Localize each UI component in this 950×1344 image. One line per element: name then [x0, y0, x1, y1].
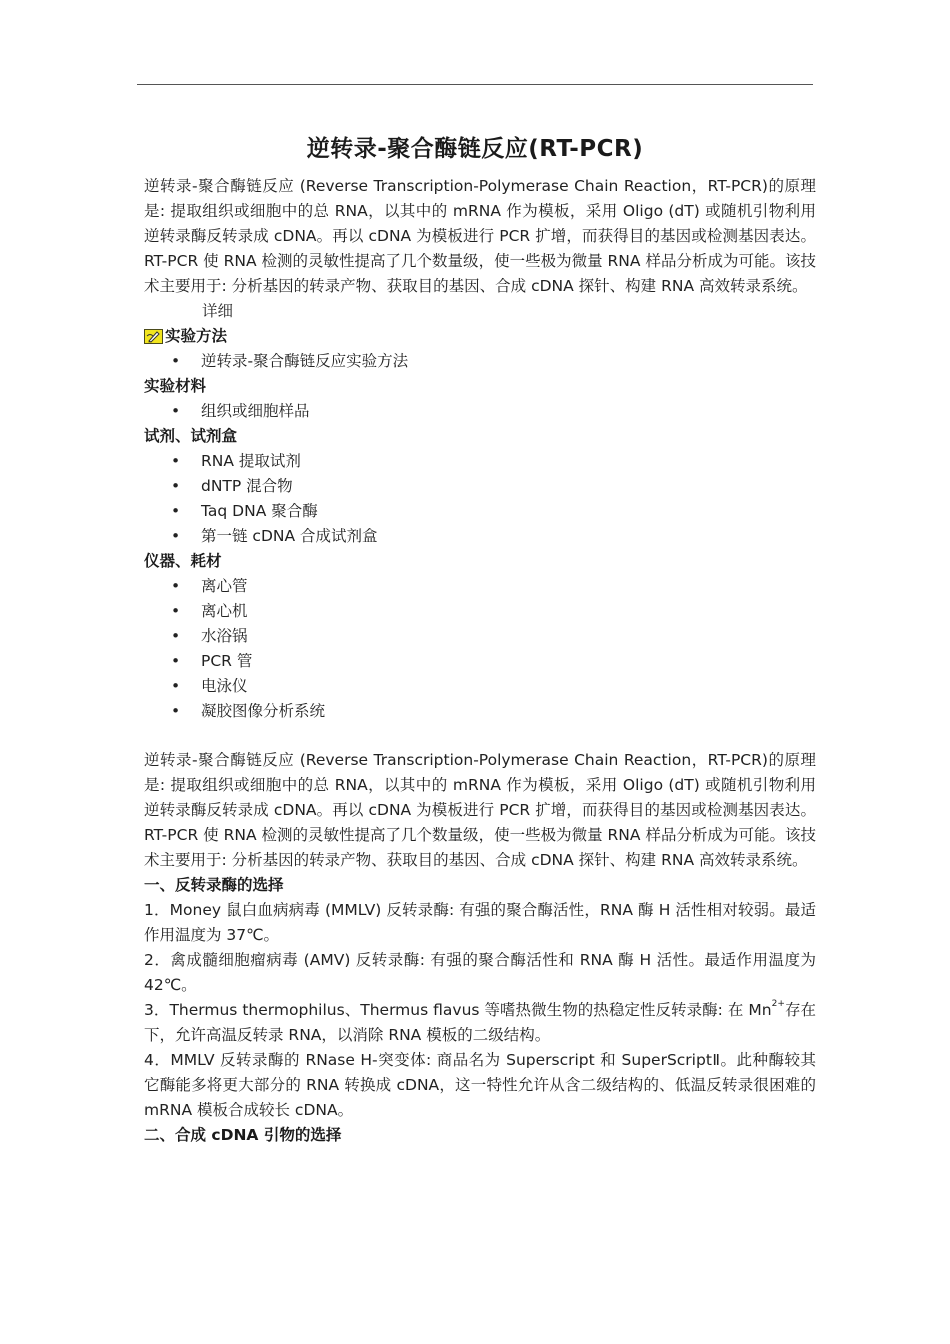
- instruments-heading: 仪器、耗材: [144, 552, 222, 570]
- method-item[interactable]: • 逆转录-聚合酶链反应实验方法: [144, 349, 816, 374]
- section1-paragraph-4: 4．MMLV 反转录酶的 RNase H-突变体: 商品名为 Superscript 和 SuperScriptⅡ。此种酶较其它酶能多将更大部分的 RNA 转换成 cDNA，这一特性允许从含二级结构的、低温反转录很困难的 mRNA 模板合成较长 cDNA。: [144, 1051, 816, 1119]
- section1-paragraph-1: 1．Money 鼠白血病病毒 (MMLV) 反转录酶: 有强的聚合酶活性，RNA 酶 H 活性相对较弱。最适作用温度为 37℃。: [144, 901, 816, 944]
- list-item: • 水浴锅: [144, 624, 816, 649]
- list-item: • PCR 管: [144, 649, 816, 674]
- document-body: [144, 174, 816, 1148]
- section1-paragraph-2: 2．禽成髓细胞瘤病毒 (AMV) 反转录酶: 有强的聚合酶活性和 RNA 酶 H 活性。最适作用温度为 42℃。: [144, 951, 816, 994]
- p3-superscript: 2+: [771, 999, 785, 1009]
- list-item: • 第一链 cDNA 合成试剂盒: [144, 524, 816, 549]
- section1-paragraph-3: [144, 998, 816, 1048]
- p3-text-after: 存在下，允许高温反转录 RNA，以消除 RNA 模板的二级结构。: [144, 1001, 816, 1044]
- list-item: • 离心管: [144, 574, 816, 599]
- list-item: • 电泳仪: [144, 674, 816, 699]
- materials-list: [144, 399, 816, 424]
- intro-paragraph: 逆转录-聚合酶链反应 (Reverse Transcription-Polymerase Chain Reaction，RT-PCR)的原理是: 提取组织或细胞中的总 RNA，以其中的 mRNA 作为模板，采用 Oligo (dT) 或随机引物利用逆转录酶反转录成 cDNA。再以 cDNA 为模板进行 PCR 扩增，而获得目的基因或检测基因表达。RT-PCR 使 RNA 检测的灵敏性提高了几个数量级，使一些极为微量 RNA 样品分析成为可能。该技术主要用于: 分析基因的转录产物、获取目的基因、合成 cDNA 探针、构建 RNA 高效转录系统。: [144, 177, 817, 295]
- spacer: [144, 724, 816, 748]
- reagents-list: [144, 449, 816, 549]
- list-item: • 离心机: [144, 599, 816, 624]
- p3-text-before: 3．Thermus thermophilus、Thermus flavus 等嗜热微生物的热稳定性反转录酶: 在 Mn: [144, 1001, 772, 1019]
- section1-heading: 一、反转录酶的选择: [144, 876, 284, 894]
- list-item: • dNTP 混合物: [144, 474, 816, 499]
- section2-heading: 二、合成 cDNA 引物的选择: [144, 1126, 342, 1144]
- list-item: • RNA 提取试剂: [144, 449, 816, 474]
- reagents-heading: 试剂、试剂盒: [144, 427, 238, 445]
- intro-paragraph-repeat: 逆转录-聚合酶链反应 (Reverse Transcription-Polymerase Chain Reaction，RT-PCR)的原理是: 提取组织或细胞中的总 RNA，以其中的 mRNA 作为模板，采用 Oligo (dT) 或随机引物利用逆转录酶反转录成 cDNA。再以 cDNA 为模板进行 PCR 扩增，而获得目的基因或检测基因表达。RT-PCR 使 RNA 检测的灵敏性提高了几个数量级，使一些极为微量 RNA 样品分析成为可能。该技术主要用于: 分析基因的转录产物、获取目的基因、合成 cDNA 探针、构建 RNA 高效转录系统。: [144, 751, 817, 869]
- materials-heading: 实验材料: [144, 377, 207, 395]
- list-item: • 凝胶图像分析系统: [144, 699, 816, 724]
- page-title: 逆转录-聚合酶链反应(RT-PCR): [306, 136, 644, 162]
- detail-link[interactable]: 详细: [202, 302, 234, 320]
- method-list: [144, 349, 816, 374]
- method-heading-text: 实验方法: [165, 327, 228, 345]
- pencil-note-icon: [144, 329, 163, 344]
- instruments-list: [144, 574, 816, 724]
- list-item: • 组织或细胞样品: [144, 399, 816, 424]
- list-item: • Taq DNA 聚合酶: [144, 499, 816, 524]
- header-rule: [137, 84, 813, 85]
- method-heading: [144, 324, 816, 349]
